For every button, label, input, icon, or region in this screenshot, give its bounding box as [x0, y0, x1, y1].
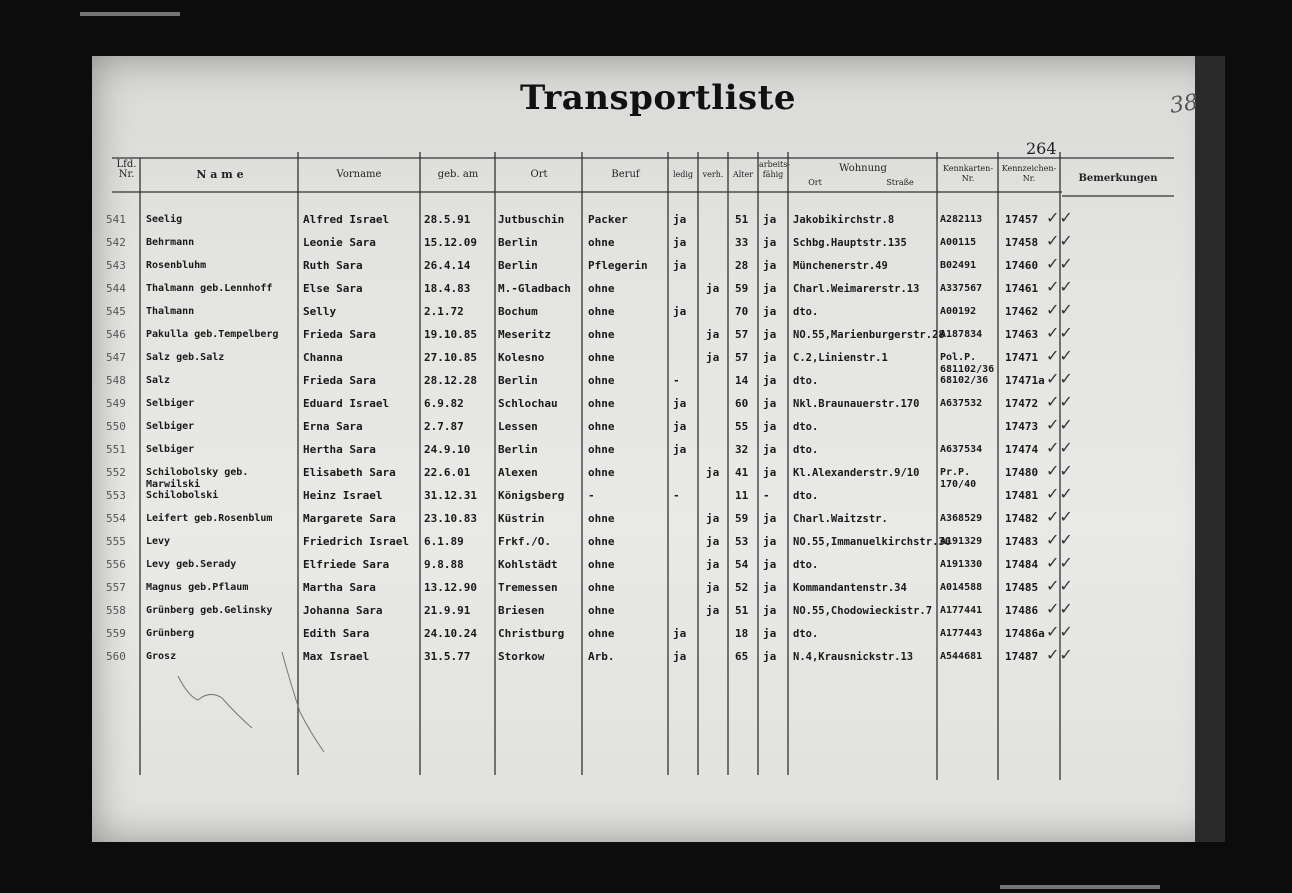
- cell-alter: 53: [735, 535, 749, 548]
- cell-alter: 59: [735, 282, 749, 295]
- cell-verh: ja: [706, 535, 720, 548]
- cell-ort: Berlin: [498, 374, 538, 387]
- cell-lfd-nr: 555: [106, 535, 126, 548]
- cell-kennkarten-nr: A177441: [940, 605, 983, 616]
- cell-geb-am: 27.10.85: [424, 351, 477, 364]
- cell-geb-am: 15.12.09: [424, 236, 477, 249]
- cell-arbeitsfaehig: ja: [763, 604, 777, 617]
- cell-lfd-nr: 546: [106, 328, 126, 341]
- header-lfd-nr: Lfd. Nr.: [116, 159, 137, 180]
- cell-verh: ja: [706, 466, 720, 479]
- cell-beruf: Arb.: [588, 650, 615, 663]
- cell-lfd-nr: 558: [106, 604, 126, 617]
- header-arbeitsfaehig: arbeits-fähig: [759, 160, 791, 179]
- cell-name: Schilobolsky geb. Marwilski: [146, 467, 249, 490]
- header-kennkarten-nr: Kennkarten-Nr.: [942, 164, 994, 183]
- cell-name: Behrmann: [146, 237, 195, 248]
- cell-geb-am: 24.10.24: [424, 627, 477, 640]
- cell-arbeitsfaehig: ja: [763, 213, 777, 226]
- handwritten-check-icon: ✓✓: [1046, 530, 1073, 549]
- cell-arbeitsfaehig: ja: [763, 282, 777, 295]
- cell-lfd-nr: 557: [106, 581, 126, 594]
- cell-beruf: ohne: [588, 236, 615, 249]
- handwritten-check-icon: ✓✓: [1046, 392, 1073, 411]
- cell-lfd-nr: 553: [106, 489, 126, 502]
- cell-lfd-nr: 550: [106, 420, 126, 433]
- cell-lfd-nr: 544: [106, 282, 126, 295]
- cell-wohnung: dto.: [793, 306, 819, 318]
- cell-vorname: Margarete Sara: [303, 513, 396, 525]
- cell-vorname: Friedrich Israel: [303, 536, 409, 548]
- cell-arbeitsfaehig: ja: [763, 351, 777, 364]
- cell-ort: Berlin: [498, 236, 538, 249]
- handwritten-check-icon: ✓✓: [1046, 300, 1073, 319]
- cell-lfd-nr: 549: [106, 397, 126, 410]
- handwritten-check-icon: ✓✓: [1046, 254, 1073, 273]
- cell-kennzeichen-nr: 17471: [1005, 351, 1039, 364]
- cell-alter: 32: [735, 443, 749, 456]
- handwritten-check-icon: ✓✓: [1046, 645, 1073, 664]
- cell-vorname: Channa: [303, 352, 343, 364]
- cell-wohnung: Charl.Weimarerstr.13: [793, 283, 920, 295]
- cell-kennzeichen-nr: 17461: [1005, 282, 1039, 295]
- cell-verh: ja: [706, 328, 720, 341]
- cell-ledig: ja: [673, 259, 687, 272]
- cell-lfd-nr: 541: [106, 213, 126, 226]
- cell-geb-am: 9.8.88: [424, 558, 464, 571]
- header-geb-am: geb. am: [437, 169, 479, 180]
- cell-alter: 55: [735, 420, 749, 433]
- header-wohnung-strasse: Straße: [886, 178, 914, 187]
- cell-alter: 18: [735, 627, 749, 640]
- cell-ledig: ja: [673, 420, 687, 433]
- cell-ledig: ja: [673, 305, 687, 318]
- cell-kennkarten-nr: A177443: [940, 628, 983, 639]
- cell-geb-am: 2.7.87: [424, 420, 464, 433]
- cell-ort: Bochum: [498, 305, 538, 318]
- cell-wohnung: Kommandantenstr.34: [793, 582, 907, 594]
- cell-arbeitsfaehig: ja: [763, 466, 777, 479]
- cell-name: Grünberg: [146, 628, 195, 639]
- page-number: 264: [1026, 139, 1057, 158]
- cell-alter: 54: [735, 558, 749, 571]
- handwritten-check-icon: ✓✓: [1046, 415, 1073, 434]
- header-wohnung-ort: Ort: [808, 178, 822, 187]
- cell-beruf: ohne: [588, 305, 615, 318]
- cell-lfd-nr: 542: [106, 236, 126, 249]
- header-ledig: ledig: [672, 170, 694, 179]
- cell-wohnung: Münchenerstr.49: [793, 260, 888, 272]
- cell-kennkarten-nr: A00115: [940, 237, 977, 248]
- cell-kennkarten-nr: A187834: [940, 329, 983, 340]
- handwritten-check-icon: ✓✓: [1046, 576, 1073, 595]
- cell-arbeitsfaehig: ja: [763, 512, 777, 525]
- cell-ort: Berlin: [498, 443, 538, 456]
- cell-wohnung: Kl.Alexanderstr.9/10: [793, 467, 920, 479]
- cell-vorname: Johanna Sara: [303, 605, 383, 617]
- handwritten-check-icon: ✓✓: [1046, 323, 1073, 342]
- cell-vorname: Frieda Sara: [303, 375, 376, 387]
- cell-vorname: Elisabeth Sara: [303, 467, 396, 479]
- cell-beruf: ohne: [588, 604, 615, 617]
- cell-geb-am: 26.4.14: [424, 259, 471, 272]
- cell-kennkarten-nr: Pr.P. 170/40: [940, 467, 977, 490]
- cell-alter: 60: [735, 397, 749, 410]
- cell-wohnung: dto.: [793, 444, 819, 456]
- cell-name: Magnus geb.Pflaum: [146, 582, 249, 593]
- cell-lfd-nr: 556: [106, 558, 126, 571]
- cell-geb-am: 28.12.28: [424, 374, 477, 387]
- handwritten-check-icon: ✓✓: [1046, 599, 1073, 618]
- cell-name: Rosenbluhm: [146, 260, 207, 271]
- cell-geb-am: 22.6.01: [424, 466, 471, 479]
- cell-kennkarten-nr: B02491: [940, 260, 977, 271]
- cell-arbeitsfaehig: ja: [763, 420, 777, 433]
- cell-vorname: Eduard Israel: [303, 398, 390, 410]
- cell-kennkarten-nr: A337567: [940, 283, 983, 294]
- cell-arbeitsfaehig: ja: [763, 374, 777, 387]
- cell-ort: Lessen: [498, 420, 538, 433]
- cell-geb-am: 21.9.91: [424, 604, 471, 617]
- cell-ort: Meseritz: [498, 328, 551, 341]
- cell-ledig: ja: [673, 627, 687, 640]
- cell-wohnung: dto.: [793, 375, 819, 387]
- cell-name: Grosz: [146, 651, 177, 662]
- cell-vorname: Else Sara: [303, 283, 363, 295]
- cell-vorname: Heinz Israel: [303, 490, 383, 502]
- cell-kennzeichen-nr: 17484: [1005, 558, 1039, 571]
- cell-name: Grünberg geb.Gelinsky: [146, 605, 273, 616]
- cell-kennzeichen-nr: 17487: [1005, 650, 1039, 663]
- cell-beruf: ohne: [588, 397, 615, 410]
- cell-geb-am: 31.5.77: [424, 650, 471, 663]
- header-name: N a m e: [196, 168, 244, 181]
- cell-beruf: Pflegerin: [588, 259, 648, 272]
- handwritten-check-icon: ✓✓: [1046, 461, 1073, 480]
- cell-beruf: Packer: [588, 213, 628, 226]
- cell-wohnung: C.2,Linienstr.1: [793, 352, 888, 364]
- header-kennzeichen-nr: Kennzeichen-Nr.: [1001, 164, 1057, 183]
- cell-name: Seelig: [146, 214, 183, 225]
- cell-wohnung: Nkl.Braunauerstr.170: [793, 398, 920, 410]
- cell-geb-am: 31.12.31: [424, 489, 477, 502]
- cell-geb-am: 13.12.90: [424, 581, 477, 594]
- cell-ort: Frkf./O.: [498, 535, 551, 548]
- cell-name: Thalmann geb.Lennhoff: [146, 283, 273, 294]
- cell-name: Salz geb.Salz: [146, 352, 225, 363]
- header-alter: Alter: [732, 170, 754, 179]
- cell-kennzeichen-nr: 17472: [1005, 397, 1039, 410]
- cell-alter: 52: [735, 581, 749, 594]
- handwritten-corner-note: 38: [1168, 90, 1200, 119]
- cell-ort: M.-Gladbach: [498, 282, 571, 295]
- cell-ledig: ja: [673, 213, 687, 226]
- cell-ort: Küstrin: [498, 512, 545, 525]
- cell-name: Thalmann: [146, 306, 195, 317]
- cell-beruf: ohne: [588, 512, 615, 525]
- cell-kennzeichen-nr: 17482: [1005, 512, 1039, 525]
- cell-alter: 70: [735, 305, 749, 318]
- cell-alter: 59: [735, 512, 749, 525]
- cell-arbeitsfaehig: ja: [763, 558, 777, 571]
- cell-arbeitsfaehig: ja: [763, 328, 777, 341]
- cell-kennkarten-nr: A637534: [940, 444, 983, 455]
- handwritten-check-icon: ✓✓: [1046, 346, 1073, 365]
- cell-lfd-nr: 559: [106, 627, 126, 640]
- cell-kennkarten-nr: A368529: [940, 513, 983, 524]
- cell-alter: 51: [735, 604, 749, 617]
- cell-verh: ja: [706, 581, 720, 594]
- cell-ledig: -: [673, 374, 680, 387]
- cell-vorname: Edith Sara: [303, 628, 370, 640]
- cell-kennkarten-nr: A00192: [940, 306, 977, 317]
- cell-geb-am: 2.1.72: [424, 305, 464, 318]
- cell-ort: Storkow: [498, 650, 545, 663]
- cell-vorname: Selly: [303, 306, 337, 318]
- cell-arbeitsfaehig: ja: [763, 627, 777, 640]
- cell-alter: 57: [735, 351, 749, 364]
- cell-wohnung: NO.55,Marienburgerstr.28: [793, 329, 945, 341]
- cell-name: Selbiger: [146, 444, 195, 455]
- cell-kennkarten-nr: A191330: [940, 559, 983, 570]
- cell-ledig: ja: [673, 397, 687, 410]
- cell-beruf: ohne: [588, 374, 615, 387]
- handwritten-check-icon: ✓✓: [1046, 622, 1073, 641]
- cell-kennkarten-nr: Pol.P. 681102/36: [940, 352, 995, 375]
- cell-kennkarten-nr: A014588: [940, 582, 983, 593]
- cell-kennzeichen-nr: 17481: [1005, 489, 1039, 502]
- cell-kennzeichen-nr: 17480: [1005, 466, 1039, 479]
- cell-alter: 33: [735, 236, 749, 249]
- cell-kennkarten-nr: 68102/36: [940, 375, 989, 386]
- cell-kennzeichen-nr: 17457: [1005, 213, 1039, 226]
- cell-alter: 51: [735, 213, 749, 226]
- cell-ort: Schlochau: [498, 397, 558, 410]
- page-title: Transportliste: [520, 78, 797, 118]
- cell-kennkarten-nr: A544681: [940, 651, 983, 662]
- cell-lfd-nr: 554: [106, 512, 126, 525]
- cell-alter: 65: [735, 650, 749, 663]
- cell-ort: Königsberg: [498, 489, 565, 502]
- cell-lfd-nr: 545: [106, 305, 126, 318]
- cell-vorname: Martha Sara: [303, 582, 376, 594]
- cell-vorname: Ruth Sara: [303, 260, 363, 272]
- cell-arbeitsfaehig: ja: [763, 236, 777, 249]
- cell-arbeitsfaehig: ja: [763, 650, 777, 663]
- cell-lfd-nr: 548: [106, 374, 126, 387]
- cell-ledig: -: [673, 489, 680, 502]
- handwritten-check-icon: ✓✓: [1046, 277, 1073, 296]
- cell-beruf: ohne: [588, 282, 615, 295]
- header-ort: Ort: [530, 169, 548, 180]
- cell-geb-am: 28.5.91: [424, 213, 471, 226]
- cell-verh: ja: [706, 558, 720, 571]
- handwritten-check-icon: ✓✓: [1046, 484, 1073, 503]
- cell-kennzeichen-nr: 17473: [1005, 420, 1039, 433]
- cell-beruf: ohne: [588, 466, 615, 479]
- cell-kennzeichen-nr: 17474: [1005, 443, 1039, 456]
- cell-beruf: ohne: [588, 328, 615, 341]
- cell-wohnung: dto.: [793, 559, 819, 571]
- cell-name: Selbiger: [146, 398, 195, 409]
- cell-vorname: Leonie Sara: [303, 237, 376, 249]
- cell-beruf: -: [588, 489, 595, 502]
- cell-ort: Briesen: [498, 604, 545, 617]
- cell-name: Schilobolski: [146, 490, 219, 501]
- cell-name: Levy: [146, 536, 171, 547]
- cell-beruf: ohne: [588, 558, 615, 571]
- cell-wohnung: Charl.Waitzstr.: [793, 513, 888, 525]
- cell-kennkarten-nr: A191329: [940, 536, 983, 547]
- cell-geb-am: 6.1.89: [424, 535, 464, 548]
- handwritten-check-icon: ✓✓: [1046, 231, 1073, 250]
- cell-wohnung: Schbg.Hauptstr.135: [793, 237, 907, 249]
- cell-lfd-nr: 547: [106, 351, 126, 364]
- cell-beruf: ohne: [588, 443, 615, 456]
- cell-kennkarten-nr: A282113: [940, 214, 983, 225]
- cell-kennzeichen-nr: 17483: [1005, 535, 1039, 548]
- cell-beruf: ohne: [588, 535, 615, 548]
- cell-vorname: Frieda Sara: [303, 329, 376, 341]
- cell-kennzeichen-nr: 17462: [1005, 305, 1039, 318]
- cell-lfd-nr: 543: [106, 259, 126, 272]
- cell-ledig: ja: [673, 443, 687, 456]
- cell-name: Leifert geb.Rosenblum: [146, 513, 273, 524]
- cell-kennzeichen-nr: 17463: [1005, 328, 1039, 341]
- cell-geb-am: 19.10.85: [424, 328, 477, 341]
- cell-vorname: Erna Sara: [303, 421, 363, 433]
- cell-wohnung: dto.: [793, 421, 819, 433]
- cell-wohnung: dto.: [793, 490, 819, 502]
- cell-geb-am: 23.10.83: [424, 512, 477, 525]
- cell-name: Selbiger: [146, 421, 195, 432]
- cell-ort: Alexen: [498, 466, 538, 479]
- cell-ort: Tremessen: [498, 581, 558, 594]
- cell-alter: 28: [735, 259, 749, 272]
- cell-name: Salz: [146, 375, 171, 386]
- handwritten-check-icon: ✓✓: [1046, 553, 1073, 572]
- cell-kennzeichen-nr: 17486a: [1005, 627, 1045, 640]
- header-verh: verh.: [702, 170, 724, 179]
- cell-ort: Christburg: [498, 627, 565, 640]
- cell-ort: Berlin: [498, 259, 538, 272]
- cell-kennkarten-nr: A637532: [940, 398, 983, 409]
- cell-ledig: ja: [673, 650, 687, 663]
- cell-geb-am: 24.9.10: [424, 443, 471, 456]
- cell-kennzeichen-nr: 17486: [1005, 604, 1039, 617]
- cell-vorname: Hertha Sara: [303, 444, 376, 456]
- cell-vorname: Alfred Israel: [303, 214, 390, 226]
- cell-kennzeichen-nr: 17460: [1005, 259, 1039, 272]
- cell-ledig: ja: [673, 236, 687, 249]
- header-vorname: Vorname: [336, 169, 382, 180]
- header-bemerkungen: Bemerkungen: [1078, 173, 1158, 184]
- cell-alter: 41: [735, 466, 749, 479]
- cell-alter: 14: [735, 374, 749, 387]
- cell-ort: Jutbuschin: [498, 213, 565, 226]
- cell-lfd-nr: 551: [106, 443, 126, 456]
- cell-kennzeichen-nr: 17471a: [1005, 374, 1045, 387]
- cell-ort: Kohlstädt: [498, 558, 558, 571]
- cell-vorname: Elfriede Sara: [303, 559, 390, 571]
- cell-arbeitsfaehig: ja: [763, 443, 777, 456]
- cell-beruf: ohne: [588, 351, 615, 364]
- cell-arbeitsfaehig: ja: [763, 397, 777, 410]
- cell-beruf: ohne: [588, 627, 615, 640]
- cell-name: Levy geb.Serady: [146, 559, 237, 570]
- cell-arbeitsfaehig: ja: [763, 305, 777, 318]
- handwritten-check-icon: ✓✓: [1046, 208, 1073, 227]
- cell-wohnung: NO.55,Immanuelkirchstr.30: [793, 536, 952, 548]
- cell-wohnung: N.4,Krausnickstr.13: [793, 651, 914, 663]
- cell-lfd-nr: 560: [106, 650, 126, 663]
- header-wohnung: Wohnung: [839, 163, 887, 174]
- cell-kennzeichen-nr: 17485: [1005, 581, 1039, 594]
- cell-lfd-nr: 552: [106, 466, 126, 479]
- cell-arbeitsfaehig: ja: [763, 535, 777, 548]
- cell-vorname: Max Israel: [303, 651, 370, 663]
- cell-arbeitsfaehig: ja: [763, 581, 777, 594]
- cell-verh: ja: [706, 512, 720, 525]
- cell-kennzeichen-nr: 17458: [1005, 236, 1039, 249]
- cell-wohnung: Jakobikirchstr.8: [793, 214, 895, 226]
- cell-ort: Kolesno: [498, 351, 545, 364]
- cell-name: Pakulla geb.Tempelberg: [146, 329, 279, 340]
- cell-wohnung: NO.55,Chodowieckistr.7: [793, 605, 933, 617]
- cell-arbeitsfaehig: -: [763, 489, 770, 502]
- handwritten-check-icon: ✓✓: [1046, 438, 1073, 457]
- handwritten-check-icon: ✓✓: [1046, 369, 1073, 388]
- cell-verh: ja: [706, 351, 720, 364]
- cell-beruf: ohne: [588, 581, 615, 594]
- cell-geb-am: 18.4.83: [424, 282, 471, 295]
- cell-alter: 57: [735, 328, 749, 341]
- cell-verh: ja: [706, 282, 720, 295]
- cell-wohnung: dto.: [793, 628, 819, 640]
- cell-beruf: ohne: [588, 420, 615, 433]
- cell-alter: 11: [735, 489, 749, 502]
- cell-verh: ja: [706, 604, 720, 617]
- cell-geb-am: 6.9.82: [424, 397, 464, 410]
- handwritten-check-icon: ✓✓: [1046, 507, 1073, 526]
- header-beruf: Beruf: [611, 169, 640, 180]
- cell-arbeitsfaehig: ja: [763, 259, 777, 272]
